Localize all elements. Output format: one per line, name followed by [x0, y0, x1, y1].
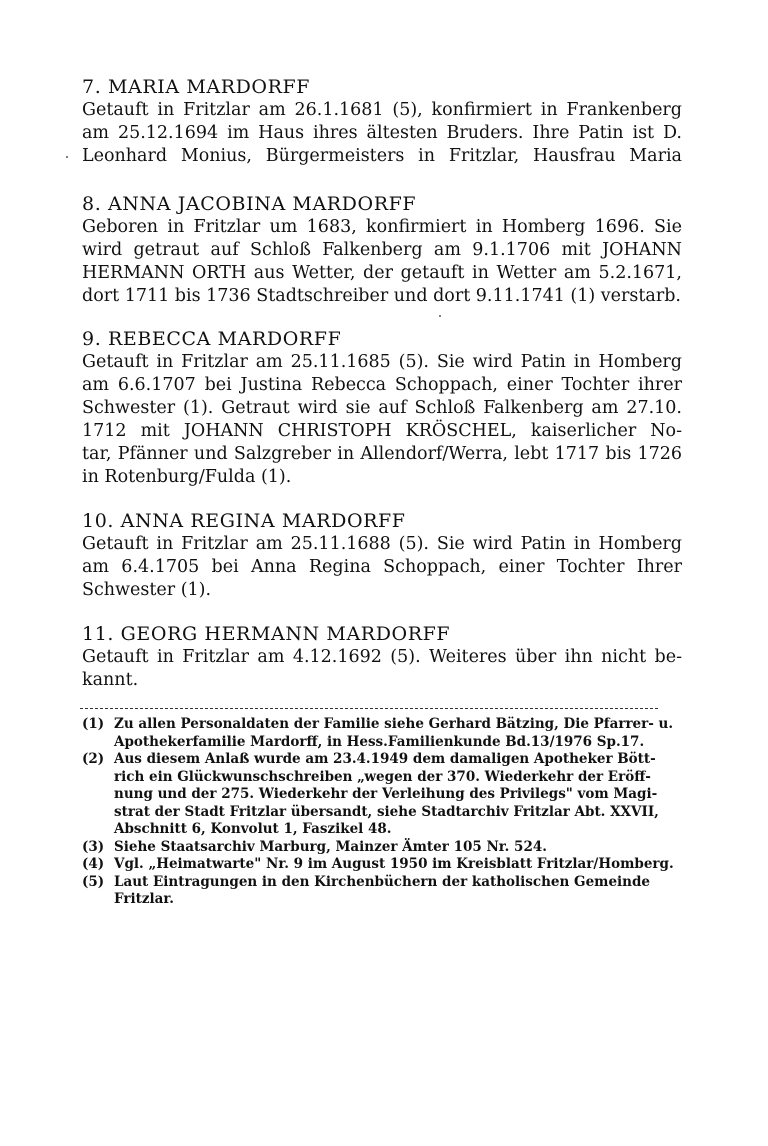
footnote: [82, 856, 682, 874]
entry-title: 10. ANNA REGINA MARDORFF: [82, 510, 406, 532]
body-line: tar, Pfänner und Salzgreber in Allendorf/Werra, lebt 1717 bis 1726: [82, 444, 682, 464]
footnotes: [82, 716, 682, 909]
footnote-line: Vgl. „Heimatwarte" Nr. 9 im August 1950 im Kreisblatt Fritzlar/Homberg.: [114, 856, 674, 872]
footnote-number: (4): [82, 856, 105, 872]
footnote-number: (2): [82, 751, 105, 767]
entry-georg-hermann: [82, 623, 682, 692]
body-line: dort 1711 bis 1736 Stadtschreiber und dort 9.11.1741 (1) verstarb.: [82, 286, 681, 306]
footnote: [82, 716, 682, 751]
footnote-line: Siehe Staatsarchiv Marburg, Mainzer Ämter 105 Nr. 524.: [114, 838, 547, 855]
entry-title: 7. MARIA MARDORFF: [82, 76, 311, 98]
entry-title: 8. ANNA JACOBINA MARDORFF: [82, 193, 417, 215]
entry-body: [82, 216, 682, 308]
footnote-number: (1): [82, 716, 105, 732]
body-line: Getauft in Fritzlar am 4.12.1692 (5). Weiteres über ihn nicht be-: [82, 647, 682, 667]
entry-anna-jacobina: [82, 193, 682, 308]
entry-rebecca: [82, 328, 682, 489]
body-line: am 25.12.1694 im Haus ihres ältesten Bruders. Ihre Patin ist D.: [82, 123, 682, 143]
footnote-text: [114, 874, 650, 909]
entry-maria: [82, 76, 682, 168]
body-line: wird getraut auf Schloß Falkenberg am 9.1.1706 mit JOHANN: [82, 240, 682, 260]
footnote: [82, 874, 682, 909]
entry-title: 9. REBECCA MARDORFF: [82, 328, 342, 350]
body-line: Geboren in Fritzlar um 1683, konfirmiert in Homberg 1696. Sie: [82, 217, 682, 237]
body-line: kannt.: [82, 670, 139, 690]
footnote-line: Abschnitt 6, Konvolut 1, Faszikel 48.: [114, 821, 392, 837]
footnote: [82, 751, 682, 839]
body-line: Schwester (1). Getraut wird sie auf Schloß Falkenberg am 27.10.: [82, 398, 682, 418]
footnote-text: [114, 856, 674, 874]
body-line: Getauft in Fritzlar am 25.11.1685 (5). Sie wird Patin in Homberg: [82, 352, 682, 372]
footnote-line: rich ein Glückwunschschreiben „wegen der 370. Wiederkehr der Eröff-: [114, 768, 651, 785]
footnote-line: Fritzlar.: [114, 891, 174, 907]
footnote-text: [114, 839, 547, 857]
footnote-number: (5): [82, 873, 105, 890]
footnote-line: Apothekerfamilie Mardorff, in Hess.Familienkunde Bd.13/1976 Sp.17.: [114, 733, 645, 750]
footnote-line: Aus diesem Anlaß wurde am 23.4.1949 dem damaligen Apotheker Bött-: [114, 751, 656, 767]
scan-speck: [66, 156, 68, 158]
body-line: Getauft in Fritzlar am 25.11.1688 (5). Sie wird Patin in Homberg: [82, 534, 682, 554]
entry-anna-regina: [82, 510, 682, 602]
body-line: Leonhard Monius, Bürgermeisters in Fritzlar, Hausfrau Maria: [82, 146, 682, 166]
body-line: 1712 mit JOHANN CHRISTOPH KRÖSCHEL, kaiserlicher No-: [82, 421, 682, 441]
body-line: am 6.4.1705 bei Anna Regina Schoppach, einer Tochter Ihrer: [82, 557, 682, 577]
entry-body: [82, 351, 682, 489]
footnote-separator: [80, 708, 658, 709]
footnote-number: (3): [82, 838, 105, 855]
footnote: [82, 839, 682, 857]
footnote-line: strat der Stadt Fritzlar übersandt, siehe Stadtarchiv Fritzlar Abt. XXVII,: [114, 803, 659, 820]
body-line: Getauft in Fritzlar am 26.1.1681 (5), konfirmiert in Frankenberg: [82, 100, 682, 120]
body-line: HERMANN ORTH aus Wetter, der getauft in Wetter am 5.2.1671,: [82, 263, 682, 283]
footnote-text: [114, 716, 673, 751]
entry-title: 11. GEORG HERMANN MARDORFF: [82, 623, 451, 645]
entry-body: [82, 646, 682, 692]
body-line: am 6.6.1707 bei Justina Rebecca Schoppach, einer Tochter ihrer: [82, 375, 682, 395]
entry-body: [82, 99, 682, 168]
footnote-line: nung und der 275. Wiederkehr der Verleihung des Privilegs" vom Magi-: [114, 786, 658, 802]
scan-speck: [439, 315, 441, 317]
footnote-line: Zu allen Personaldaten der Familie siehe Gerhard Bätzing, Die Pfarrer- u.: [114, 716, 674, 732]
entry-body: [82, 533, 682, 602]
footnote-text: [114, 751, 659, 839]
body-line: Schwester (1).: [82, 580, 212, 600]
footnote-line: Laut Eintragungen in den Kirchenbüchern der katholischen Gemeinde: [114, 873, 650, 890]
body-line: in Rotenburg/Fulda (1).: [82, 467, 292, 487]
